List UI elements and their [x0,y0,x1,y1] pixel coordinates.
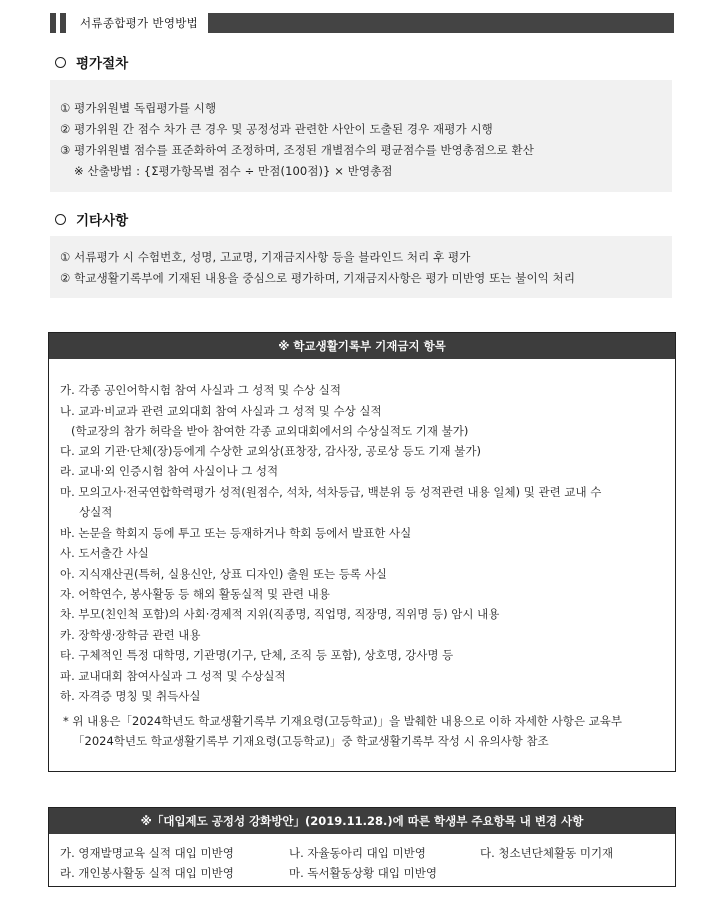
prohibited-footnote: * 위 내용은「2024학년도 학교생활기록부 기재요령(고등학교)」을 발췌한 내용으로 이하 자세한 사항은 교육부 [63,714,623,728]
header-bar-mark [60,13,66,33]
prohibited-item: 바. 논문을 학회지 등에 투고 또는 등재하거나 학회 등에서 발표한 사실 [60,526,412,540]
circle-bullet-icon [55,214,66,225]
prohibited-item: 나. 교과·비교과 관련 교외대회 참여 사실과 그 성적 및 수상 실적 [60,404,382,418]
procedure-line: ③ 평가위원별 점수를 표준화하여 조정하며, 조정된 개별점수의 평균점수를 반영총점으로 환산 [60,143,534,157]
misc-title: 기타사항 [76,213,129,229]
change-item: 나. 자율동아리 대입 미반영 [289,846,426,860]
prohibited-item: 사. 도서출간 사실 [60,546,149,560]
circle-bullet-icon [55,57,66,68]
procedure-box [50,80,672,192]
header-bar-mark [50,13,56,33]
change-item: 마. 독서활동상황 대입 미반영 [289,866,437,880]
section-header-title: 서류종합평가 반영방법 [80,16,199,30]
prohibited-item: 타. 구체적인 특정 대학명, 기관명(기구, 단체, 조직 등 포함), 상호명, 강사명 등 [60,648,454,662]
prohibited-item: 하. 자격증 명칭 및 취득사실 [60,689,201,703]
prohibited-item: 차. 부모(친인척 포함)의 사회·경제적 지위(직종명, 직업명, 직장명, 직위명 등) 암시 내용 [60,607,500,621]
procedure-line: ② 평가위원 간 점수 차가 큰 경우 및 공정성과 관련한 사안이 도출된 경우 재평가 시행 [60,122,493,136]
changes-title: ※「대입제도 공정성 강화방안」(2019.11.28.)에 따른 학생부 주요항목 내 변경 사항 [49,808,675,834]
prohibited-item: 다. 교외 기관·단체(장)등에게 수상한 교외상(표창장, 감사장, 공로상 등도 기재 불가) [60,444,481,458]
prohibited-item: 아. 지식재산권(특허, 실용신안, 상표 디자인) 출원 또는 등록 사실 [60,567,387,581]
procedure-line: ① 평가위원별 독립평가를 시행 [60,101,217,115]
prohibited-item: 카. 장학생·장학금 관련 내용 [60,628,201,642]
procedure-title: 평가절차 [76,56,129,72]
section-header [50,13,674,33]
prohibited-item: 자. 어학연수, 봉사활동 등 해외 활동실적 및 관련 내용 [60,587,330,601]
prohibited-item-cont: 상실적 [79,505,113,519]
prohibited-item: 파. 교내대회 참여사실과 그 성적 및 수상실적 [60,669,286,683]
misc-heading [55,209,128,229]
prohibited-item: 가. 각종 공인어학시험 참여 사실과 그 성적 및 수상 실적 [60,383,341,397]
prohibited-footnote: 「2024학년도 학교생활기록부 기재요령(고등학교)」중 학교생활기록부 작성 시 유의사항 참조 [73,734,549,748]
prohibited-item: 마. 모의고사·전국연합학력평가 성적(원점수, 석차, 석차등급, 백분위 등 성적관련 내용 일체) 및 관련 교내 수 [60,485,602,499]
change-item: 다. 청소년단체활동 미기재 [480,846,614,860]
procedure-heading [55,52,128,72]
prohibited-items-box [48,332,676,772]
prohibited-item: 라. 교내·외 인증시험 참여 사실이나 그 성적 [60,464,279,478]
changes-box [48,807,676,887]
prohibited-item-note: (학교장의 참가 허락을 받아 참여한 각종 교외대회에서의 수상실적도 기재 불가) [71,424,469,438]
prohibited-items-title: ※ 학교생활기록부 기재금지 항목 [49,333,675,359]
procedure-formula: ※ 산출방법 : {Σ평가항목별 점수 ÷ 만점(100점)} × 반영총점 [74,164,393,178]
misc-line: ② 학교생활기록부에 기재된 내용을 중심으로 평가하며, 기재금지사항은 평가 미반영 또는 불이익 처리 [60,271,576,285]
change-item: 라. 개인봉사활동 실적 대입 미반영 [60,866,234,880]
misc-line: ① 서류평가 시 수험번호, 성명, 고교명, 기재금지사항 등을 블라인드 처리 후 평가 [60,250,471,264]
change-item: 가. 영재발명교육 실적 대입 미반영 [60,846,234,860]
header-bar-fill [208,13,674,33]
misc-box [50,236,672,298]
